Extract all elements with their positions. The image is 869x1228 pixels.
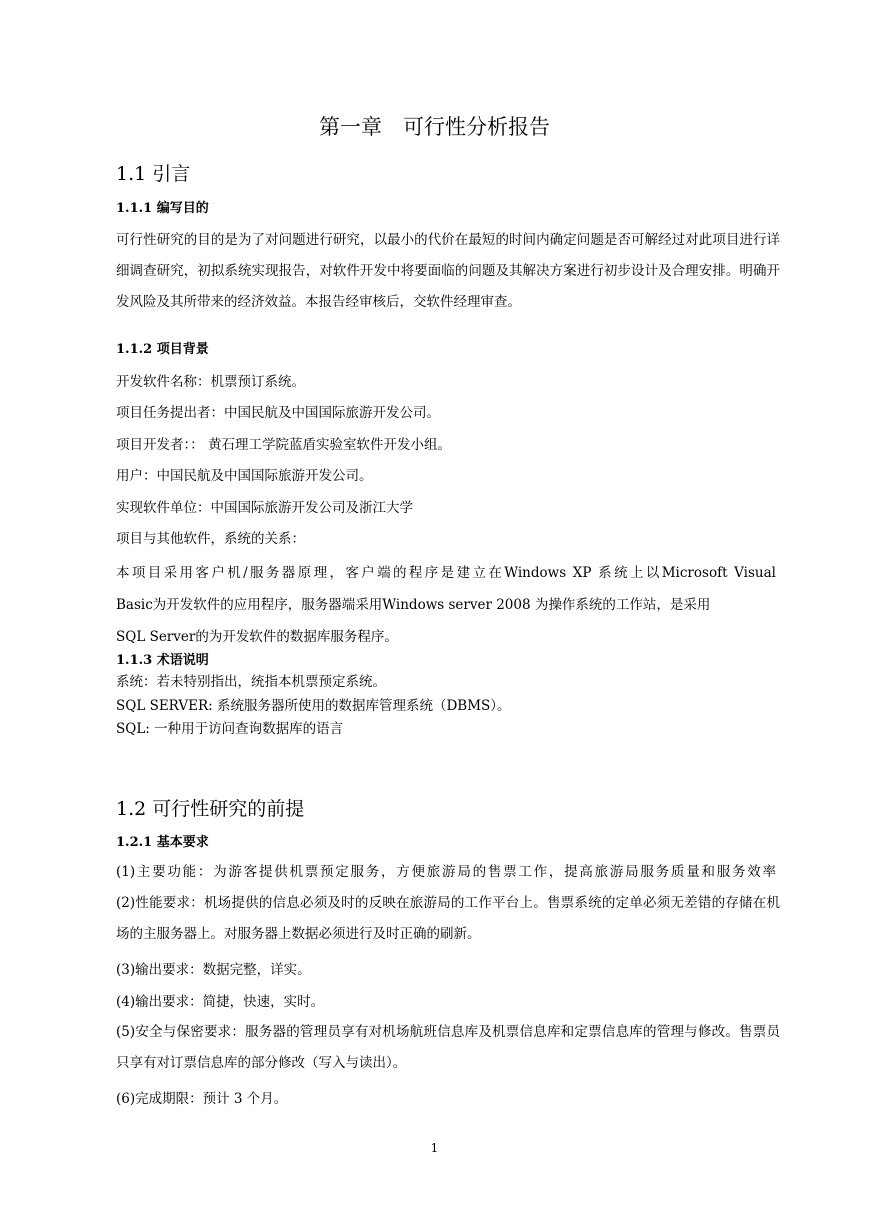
requirement-main-function: (1)主要功能：为游客提供机票预定服务，方便旅游局的售票工作，提高旅游局服务质量和服务效率 (116, 864, 776, 880)
section-heading-1-1: 1.1 引言 (116, 163, 191, 185)
purpose-paragraph: 可行性研究的目的是为了对问题进行研究，以最小的代价在最短的时间内确定问题是否可解经过对此项目进行详细调查研究，初拟系统实现报告，对软件开发中将要面临的问题及其解决方案进行初步设计及合理安排。明确开发风险及其所带来的经济效益。本报告经审核后，交软件经理审查。 (116, 232, 780, 310)
background-line-task-proposer: 项目任务提出者：中国民航及中国国际旅游开发公司。 (116, 405, 440, 421)
subsection-heading-1-1-2: 1.1.2 项目背景 (116, 342, 209, 357)
term-line-sql: SQL: 一种用于访问查询数据库的语言 (116, 721, 344, 737)
relation-line-1: 本项目采用客户机/服务器原理，客户端的程序是建立在Windows XP 系统上以Microsoft Visual (116, 565, 776, 581)
page-number: 1 (430, 1141, 439, 1155)
background-line-developer: 项目开发者：： 黄石理工学院蓝盾实验室软件开发小组。 (116, 437, 452, 453)
subsection-heading-1-1-3: 1.1.3 术语说明 (116, 653, 209, 668)
subsection-heading-1-2-1: 1.2.1 基本要求 (116, 835, 209, 850)
background-line-implementer: 实现软件单位：中国国际旅游开发公司及浙江大学 (116, 500, 413, 516)
requirement-security: (5)安全与保密要求：服务器的管理员享有对机场航班信息库及机票信息库和定票信息库的管理与修改。售票员只享有对订票信息库的部分修改（写入与读出）。 (116, 1024, 780, 1071)
requirement-performance: (2)性能要求：机场提供的信息必须及时的反映在旅游局的工作平台上。售票系统的定单必须无差错的存储在机场的主服务器上。对服务器上数据必须进行及时正确的刷新。 (116, 895, 780, 942)
subsection-heading-1-1-1: 1.1.1 编写目的 (116, 201, 209, 216)
requirement-output-complete: (3)输出要求：数据完整，详实。 (116, 962, 311, 978)
term-line-system: 系统：若未特别指出，统指本机票预定系统。 (116, 674, 386, 690)
term-line-sql-server: SQL SERVER: 系统服务器所使用的数据库管理系统（DBMS）。 (116, 698, 511, 714)
relation-line-3: SQL Server的为开发软件的数据库服务程序。 (116, 629, 398, 645)
background-line-software-name: 开发软件名称：机票预订系统。 (116, 374, 305, 390)
relation-line-2: Basic为开发软件的应用程序，服务器端采用Windows server 2008 为操作系统的工作站，是采用 (116, 597, 711, 613)
requirement-output-fast: (4)输出要求：简捷，快速，实时。 (116, 994, 325, 1010)
section-heading-1-2: 1.2 可行性研究的前提 (116, 798, 305, 820)
background-line-user: 用户：中国民航及中国国际旅游开发公司。 (116, 468, 373, 484)
requirement-deadline: (6)完成期限：预计 3 个月。 (116, 1091, 288, 1107)
chapter-title: 第一章 可行性分析报告 (319, 115, 550, 139)
background-line-relation-title: 项目与其他软件，系统的关系： (116, 531, 305, 547)
